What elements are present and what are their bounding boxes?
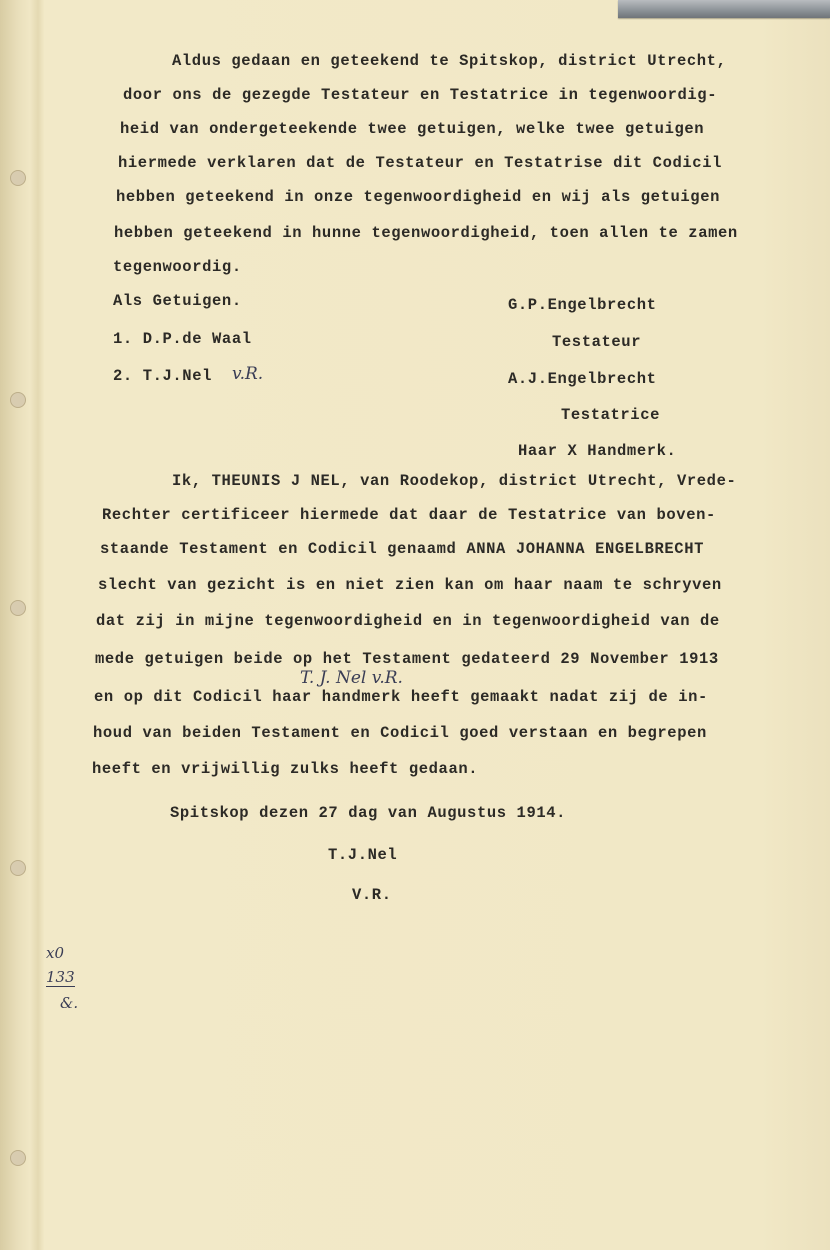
testatrice-role: Testatrice	[561, 406, 661, 424]
margin-note-line: x0	[46, 944, 65, 962]
para1-line: tegenwoordig.	[113, 258, 242, 276]
binding-hole	[10, 392, 26, 408]
para2-line: staande Testament en Codicil genaamd ANNA JOHANNA ENGELBRECHT	[100, 540, 704, 558]
binding-edge	[0, 0, 44, 1250]
binding-hole	[10, 600, 26, 616]
para1-line: Aldus gedaan en geteekend te Spitskop, district Utrecht,	[172, 52, 727, 70]
para2-line: en op dit Codicil haar handmerk heeft gemaakt nadat zij de in-	[94, 688, 708, 706]
margin-note-line: &.	[60, 994, 79, 1012]
margin-note-number: 133	[46, 968, 75, 986]
paper-clip	[618, 0, 830, 18]
testateur-name: G.P.Engelbrecht	[508, 296, 657, 314]
para2-line: houd van beiden Testament en Codicil goed verstaan en begrepen	[93, 724, 707, 742]
para1-line: hebben geteekend in onze tegenwoordigheid en wij als getuigen	[116, 188, 720, 206]
witnesses-heading: Als Getuigen.	[113, 292, 242, 310]
witness-2-handwritten-initials: v.R.	[232, 364, 264, 384]
testatrice-name: A.J.Engelbrecht	[508, 370, 657, 388]
para2-line: dat zij in mijne tegenwoordigheid en in tegenwoordigheid van de	[96, 612, 720, 630]
interlinear-handwritten-signature: T. J. Nel v.R.	[300, 668, 403, 688]
para1-line: heid van ondergeteekende twee getuigen, welke twee getuigen	[120, 120, 705, 138]
para2-line: heeft en vrijwillig zulks heeft gedaan.	[92, 760, 479, 778]
signer-title: V.R.	[352, 886, 392, 904]
para1-line: door ons de gezegde Testateur en Testatrice in tegenwoordig-	[123, 86, 718, 104]
para1-line: hebben geteekend in hunne tegenwoordigheid, toen allen te zamen	[114, 224, 738, 242]
witness-1: 1. D.P.de Waal	[113, 330, 252, 348]
para2-line: Rechter certificeer hiermede dat daar de Testatrice van boven-	[102, 506, 716, 524]
binding-hole	[10, 170, 26, 186]
signer-name: T.J.Nel	[328, 846, 398, 864]
witness-2: 2. T.J.Nel	[113, 367, 213, 385]
binding-hole	[10, 1150, 26, 1166]
place-date-line: Spitskop dezen 27 dag van Augustus 1914.	[170, 804, 567, 822]
para2-line: slecht van gezicht is en niet zien kan om haar naam te schryven	[98, 576, 722, 594]
binding-hole	[10, 860, 26, 876]
para2-line: mede getuigen beide op het Testament gedateerd 29 November 1913	[95, 650, 719, 668]
testateur-role: Testateur	[552, 333, 642, 351]
para1-line: hiermede verklaren dat de Testateur en Testatrise dit Codicil	[118, 154, 722, 172]
mark-line: Haar X Handmerk.	[518, 442, 677, 460]
para2-line: Ik, THEUNIS J NEL, van Roodekop, district Utrecht, Vrede-	[172, 472, 737, 490]
